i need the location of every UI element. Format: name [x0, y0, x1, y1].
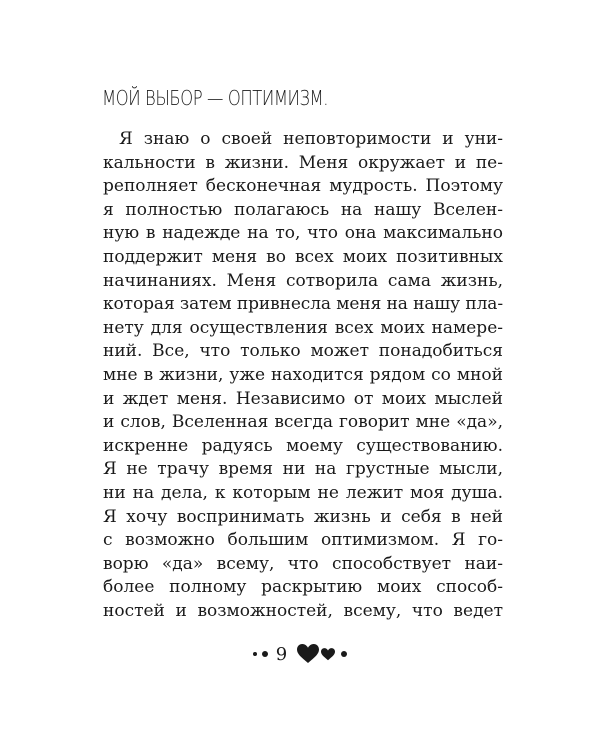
page-footer [0, 640, 600, 668]
text-line: ни на дела, к которым не лежит моя душа. [103, 482, 503, 503]
text-line: реполняет бесконечная мудрость. Поэтому [103, 176, 503, 197]
text-line: Я не трачу время ни на грустные мысли, [103, 459, 503, 480]
body-text [103, 128, 503, 623]
text-line: Я знаю о своей неповторимости и уни- [119, 129, 503, 149]
text-line: и слов, Вселенная всегда говорит мне «да», [103, 412, 503, 433]
hearts-ornament-icon [297, 644, 347, 664]
text-line: ний. Все, что только может понадобиться [103, 341, 503, 362]
text-line: начинаниях. Меня сотворила сама жизнь, [103, 270, 503, 291]
dots-ornament-icon [253, 651, 276, 657]
chapter-heading: МОЙ ВЫБОР — ОПТИМИЗМ. [102, 86, 329, 110]
page-number: 9 [275, 643, 288, 665]
text-line: нету для осуществления всех моих намере- [103, 317, 503, 338]
text-line: более полному раскрытию моих способ- [103, 577, 503, 598]
text-line: ную в надежде на то, что она максимально [103, 223, 503, 244]
text-line: ностей и возможностей, всему, что ведет [103, 600, 503, 621]
text-line: и ждет меня. Независимо от моих мыслей [103, 388, 503, 409]
text-line: ворю «да» всему, что способствует наи- [103, 553, 503, 574]
text-line: поддержит меня во всех моих позитивных [103, 246, 503, 267]
text-line: искренне радуясь моему существованию. [103, 435, 503, 456]
text-line: я полностью полагаюсь на нашу Вселен- [103, 199, 503, 220]
text-line: мне в жизни, уже находится рядом со мной [103, 364, 503, 385]
text-line: которая затем привнесла меня на нашу пла- [103, 294, 503, 315]
text-line: кальности в жизни. Меня окружает и пе- [103, 152, 503, 173]
text-line: с возможно большим оптимизмом. Я го- [103, 530, 503, 551]
text-line: Я хочу воспринимать жизнь и себя в ней [103, 506, 503, 527]
